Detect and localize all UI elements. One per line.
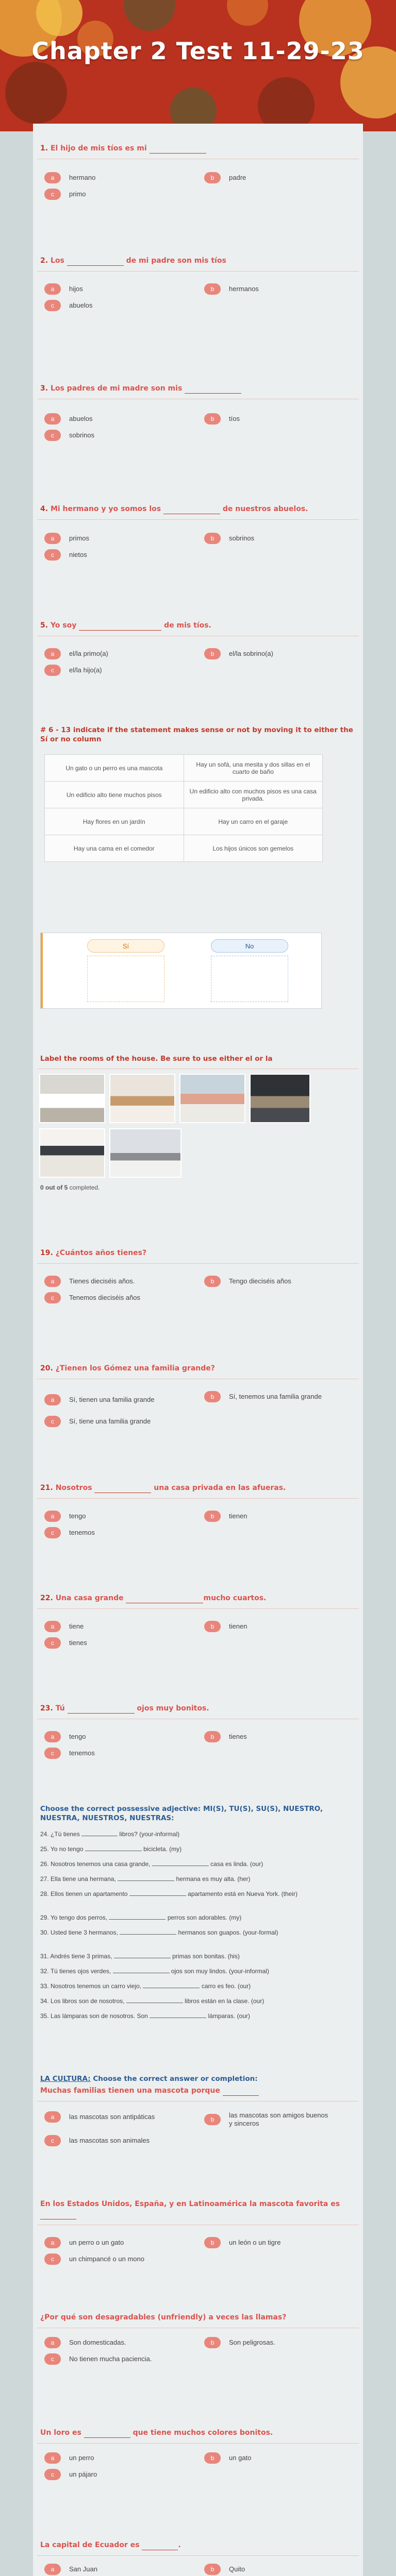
c1-option-a[interactable]: a las mascotas son antipáticas — [44, 2111, 178, 2123]
q21-option-c[interactable]: c tenemos — [44, 1527, 95, 1538]
answer-blank[interactable] — [143, 1982, 200, 1988]
bathroom-photo[interactable] — [39, 1074, 105, 1123]
q2-option-a[interactable]: a hijos — [44, 283, 83, 295]
q4-option-b[interactable]: b sobrinos — [204, 533, 254, 544]
fill-item-27: 27. Ella tiene una hermana, hermana es muy alta. (her) — [40, 1875, 251, 1883]
question-21: 21. Nosotros una casa privada en las afueras. — [37, 1483, 359, 1499]
answer-blank[interactable] — [81, 1830, 118, 1836]
c5-option-a[interactable]: a San Juan — [44, 2564, 97, 2575]
kitchen-photo[interactable] — [109, 1074, 175, 1123]
c1-option-b[interactable]: b las mascotas son amigos buenos y sinceros — [204, 2111, 333, 2128]
q22-option-a[interactable]: a tiene — [44, 1621, 84, 1632]
q1-option-b[interactable]: b padre — [204, 172, 246, 183]
q2-option-b[interactable]: b hermanos — [204, 283, 259, 295]
sort-instructions: # 6 - 13 indicate if the statement makes sense or not by moving it to either the Sí or no column — [40, 726, 353, 743]
answer-blank[interactable] — [118, 1875, 174, 1881]
question-2: 2. Los de mi padre son mis tíos — [37, 256, 359, 272]
q3-option-c[interactable]: c sobrinos — [44, 430, 94, 441]
answer-blank[interactable] — [113, 1967, 170, 1973]
q20-option-b[interactable]: b Sí, tenemos una familia grande — [204, 1391, 323, 1402]
q5-option-c[interactable]: c el/la hijo(a) — [44, 665, 102, 676]
question-20: 20. ¿Tienen los Gómez una familia grande? — [37, 1363, 359, 1379]
possessive-instructions: Choose the correct possessive adjective: MI(S), TU(S), SU(S), NUESTRO, NUESTRA, NUESTROS, NUESTRAS: — [40, 1805, 323, 1822]
culture-question-3: ¿Por qué son desagradables (unfriendly) a veces las llamas? — [37, 2312, 359, 2328]
answer-blank — [150, 146, 206, 154]
worksheet-body — [33, 124, 363, 2576]
answer-blank[interactable] — [129, 1890, 186, 1896]
sort-drop-area — [40, 933, 322, 1009]
draggable-statement[interactable]: Hay un sofá, una mesita y dos sillas en el cuarto de baño — [184, 755, 323, 782]
c5-option-b[interactable]: b Quito — [204, 2564, 245, 2575]
q1-option-c[interactable]: c primo — [44, 189, 86, 200]
question-19: 19. ¿Cuántos años tienes? — [37, 1248, 359, 1264]
draggable-statement[interactable]: Hay flores en un jardín — [45, 808, 184, 835]
c4-option-b[interactable]: b un gato — [204, 2452, 251, 2464]
answer-blank[interactable] — [109, 1913, 166, 1920]
fill-item-26: 26. Nosotros tenemos una casa grande, casa es linda. (our) — [40, 1860, 263, 1868]
q23-option-a[interactable]: a tengo — [44, 1731, 86, 1742]
fill-item-25: 25. Yo no tengo bicicleta. (my) — [40, 1845, 182, 1853]
answer-blank[interactable] — [126, 1997, 183, 2003]
q21-option-b[interactable]: b tienen — [204, 1511, 247, 1522]
si-drop-zone[interactable] — [87, 956, 164, 1002]
c3-option-a[interactable]: a Son domesticadas. — [44, 2337, 126, 2348]
question-5: 5. Yo soy de mis tíos. — [37, 620, 359, 636]
question-23: 23. Tú ojos muy bonitos. — [37, 1703, 359, 1719]
fill-item-28: 28. Ellos tienen un apartamento apartamento está en Nueva York. (their) — [40, 1890, 298, 1897]
dining-room-photo[interactable] — [39, 1128, 105, 1178]
fill-item-34: 34. Los libros son de nosotros, libros están en la clase. (our) — [40, 1997, 265, 2005]
answer-blank[interactable] — [85, 1845, 142, 1851]
answer-blank[interactable] — [150, 2012, 206, 2018]
culture-question-5: La capital de Ecuador es . — [37, 2540, 359, 2556]
si-column[interactable]: Sí — [87, 939, 164, 953]
c2-option-a[interactable]: a un perro o un gato — [44, 2237, 124, 2248]
page-title: Chapter 2 Test 11-29-23 — [31, 37, 365, 65]
culture-question-2: En los Estados Unidos, España, y en Latinoamérica la mascota favorita es — [37, 2199, 359, 2225]
c2-option-b[interactable]: b un león o un tigre — [204, 2237, 280, 2248]
q5-option-a[interactable]: a el/la primo(a) — [44, 648, 108, 659]
c3-option-b[interactable]: b Son peligrosas. — [204, 2337, 275, 2348]
q5-option-b[interactable]: b el/la sobrino(a) — [204, 648, 273, 659]
living-room-photo[interactable] — [250, 1074, 310, 1123]
draggable-statement[interactable]: Hay una cama en el comedor — [45, 835, 184, 862]
q1-option-a[interactable]: a hermano — [44, 172, 95, 183]
q19-option-b[interactable]: b Tengo dieciséis años — [204, 1276, 291, 1287]
c2-option-c[interactable]: c un chimpancé o un mono — [44, 2253, 144, 2265]
completion-status: 0 out of 5 completed. — [40, 1184, 100, 1191]
c4-option-c[interactable]: c un pájaro — [44, 2469, 97, 2480]
no-drop-zone[interactable] — [211, 956, 288, 1002]
statement-table — [44, 754, 323, 862]
answer-blank[interactable] — [114, 1952, 171, 1958]
q20-option-c[interactable]: c Sí, tiene una familia grande — [44, 1416, 151, 1427]
living-area-photo[interactable] — [109, 1128, 182, 1178]
q3-option-a[interactable]: a abuelos — [44, 413, 93, 425]
bedroom-photo[interactable] — [179, 1074, 245, 1123]
header-banner — [0, 0, 396, 131]
house-instructions: Label the rooms of the house. Be sure to use either el or la — [37, 1054, 359, 1069]
q23-option-c[interactable]: c tenemos — [44, 1748, 95, 1759]
fill-item-33: 33. Nosotros tenemos un carro viejo, carro es feo. (our) — [40, 1982, 251, 1990]
answer-blank[interactable] — [120, 1928, 176, 1935]
fill-item-31: 31. Andrés tiene 3 primas, primas son bonitas. (his) — [40, 1953, 240, 1960]
fill-item-29: 29. Yo tengo dos perros, perros son adorables. (my) — [40, 1914, 242, 1921]
question-3: 3. Los padres de mi madre son mis — [37, 383, 359, 399]
q4-option-c[interactable]: c nietos — [44, 549, 87, 561]
q19-option-a[interactable]: a Tienes dieciséis años. — [44, 1276, 135, 1287]
q2-option-c[interactable]: c abuelos — [44, 300, 93, 311]
q20-option-a[interactable]: a Sí, tienen una familia grande — [44, 1394, 155, 1405]
cultura-instructions: LA CULTURA: Choose the correct answer or completion: Muchas familias tienen una mascota porque — [37, 2074, 359, 2102]
q4-option-a[interactable]: a primos — [44, 533, 89, 544]
q22-option-c[interactable]: c tienes — [44, 1637, 87, 1649]
no-column[interactable]: No — [211, 939, 288, 953]
question-22: 22. Una casa grande mucho cuartos. — [37, 1593, 359, 1609]
q22-option-b[interactable]: b tienen — [204, 1621, 247, 1632]
fill-item-32: 32. Tú tienes ojos verdes, ojos son muy lindos. (your-informal) — [40, 1968, 269, 1975]
question-4: 4. Mi hermano y yo somos los de nuestros abuelos. — [37, 504, 359, 520]
c1-option-c[interactable]: c las mascotas son animales — [44, 2135, 150, 2146]
draggable-statement[interactable]: Un edificio alto con muchos pisos es una casa privada. — [184, 782, 323, 808]
question-1: 1. El hijo de mis tíos es mi — [37, 143, 359, 159]
q23-option-b[interactable]: b tienes — [204, 1731, 247, 1742]
answer-blank[interactable] — [152, 1860, 209, 1866]
draggable-statement[interactable]: Un edificio alto tiene muchos pisos — [45, 782, 184, 808]
draggable-statement[interactable]: Los hijos únicos son gemelos — [184, 835, 323, 862]
culture-question-4: Un loro es que tiene muchos colores bonitos. — [37, 2428, 359, 2444]
fill-item-24: 24. ¿Tú tienes libros? (your-informal) — [40, 1831, 180, 1838]
q21-option-a[interactable]: a tengo — [44, 1511, 86, 1522]
c4-option-a[interactable]: a un perro — [44, 2452, 94, 2464]
draggable-statement[interactable]: Hay un carro en el garaje — [184, 808, 323, 835]
fill-item-30: 30. Usted tiene 3 hermanos, hermanos son guapos. (your-formal) — [40, 1929, 278, 1936]
c3-option-c[interactable]: c No tienen mucha paciencia. — [44, 2353, 152, 2365]
q19-option-c[interactable]: c Tenemos dieciséis años — [44, 1292, 140, 1303]
draggable-statement[interactable]: Un gato o un perro es una mascota — [45, 755, 184, 782]
q3-option-b[interactable]: b tíos — [204, 413, 240, 425]
fill-item-35: 35. Las lámparas son de nosotros. Son lámparas. (our) — [40, 2012, 250, 2020]
